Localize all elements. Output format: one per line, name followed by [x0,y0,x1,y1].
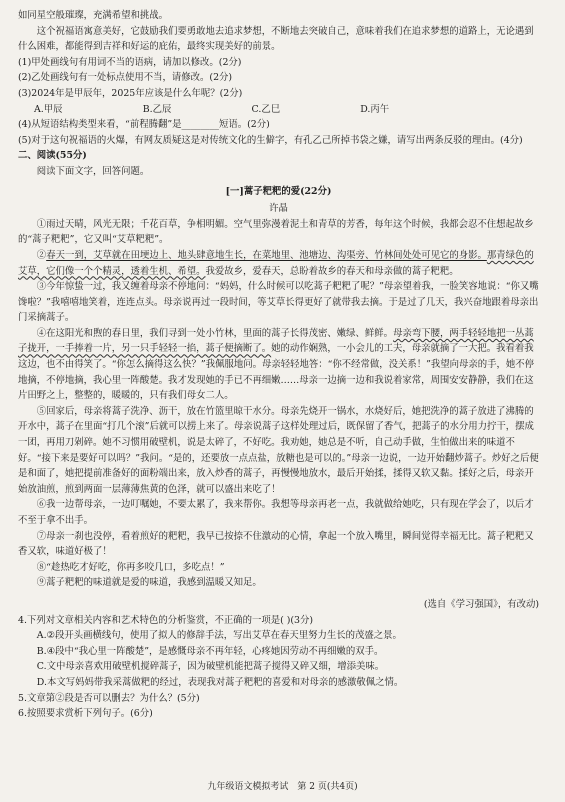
wavy-underlined-sentence-3: 母亲弯下腰，两手轻轻地把一丛蒿子拢开，一手捧着一片，另一只手轻轻一掐，蒿子便摘断了。 [18,327,534,355]
intro-line: 如同星空般璀璨，充满希望和挑战。 [18,10,169,21]
paragraph-5: ⑤回家后，母亲将蒿子洗净、沥干，放在竹篮里晾干水分。母亲先烧开一锅水，水烧好后，她把洗净的蒿子放进了沸腾的开水中，蒿子在里面“打几个滚”后就可以捞上来了。母亲说蒿子这样处理过后，既保留了香气，把蒿子的水分用力拧干，摆成一团，再用刀剁碎。她不习惯用破壁机，说是太碎了，不好吃。我劝她，她总是不听，自己动手做，生怕做出来的味道不好。“接下来是要好可以吗？”我问。“是的，还要放一点点盐，放糖也是可以的。”母亲一边说，一边开始翻炒蒿子。炒好之后便是和面了，她把提前准备好的面粉端出来，放入炒香的蒿子，再慢慢地放水，最后开始揉，揉得又软又黏。揉好之后，母亲开始放油煎，煎到两面一层薄薄焦黄的色泽，就可以盛出来吃了！ [18,405,539,495]
article-author: 许晶 [269,203,288,215]
article-title: [一]蒿子粑粑的爱(22分) [225,185,332,197]
short-answer-question-5: 5.文章第②段是否可以删去？为什么？(5分) [18,692,200,704]
question-1: (1)甲处画线句有用词不当的语病，请加以修改。(2分) [18,56,242,68]
question-2: (2)乙处画线句有一处标点使用不当，请修改。(2分) [18,72,233,84]
short-answer-question-6: 6.按照要求赏析下列句子。(6分) [18,708,153,720]
question-3: (3)2024年是甲辰年，2025年应该是什么年呢？(2分) [18,87,243,99]
question-5: (5)对于这句祝福语的火爆，有网友质疑这是对传统文化的生僻字，有孔乙己所掉书袋之嫌，请写出两条反驳的理由。(4分) [18,134,523,146]
mc-option-c: C.文中母亲喜欢用破壁机搅碎蒿子，因为破壁机能把蒿子搅得又碎又细，增添美味。 [36,661,385,673]
paragraph-6: ⑥我一边帮母亲，一边叮嘱她，不要太累了，我来帮你。我想等母亲再老一点，我就做给她吃，只有现在学会了，以后才不至于拿不出手。 [18,499,534,526]
wavy-underlined-sentence-2: 它们像一个个精灵，透着生机、希望。 [46,265,206,277]
blessing-paragraph: 这个祝福语寓意美好，它鼓励我们要勇敢地去追求梦想，不断地去突破自己，意味着我们在追求梦想的道路上，无论遇到什么困难，都能得到吉祥和好运的庇佑，最终实现美好的前景。 [18,25,534,53]
mc-option-a: A.②段开头画横线句，使用了拟人的修辞手法，写出艾草在春天里努力生长的茂盛之景。 [36,630,402,642]
reading-instruction: 阅读下面文字，回答问题。 [36,165,150,177]
option-b: B.乙辰 [142,103,172,115]
paragraph-2: ②春天一到，艾草就在田埂边上、地头肆意地生长，在菜地里、池塘边、沟渠旁、竹林间处处可见它的身影。那青绿色的艾草，它们像一个个精灵，透着生机、希望。我爱故乡，爱春天，总盼着故乡的春天和母亲做的蒿子粑粑。 [18,249,534,277]
option-d: D.丙午 [360,103,390,115]
underlined-sentence: 春天一到，艾草就在田埂边上、地头肆意地生长，在菜地里、池塘边、沟渠旁、竹林间处处可见它的身影。 [46,249,487,261]
mc-option-d: D.本文写妈妈带我采蒿做粑的经过，表现我对蒿子粑粑的喜爱和对母亲的感激敬佩之情。 [36,676,404,688]
option-c: C.乙巳 [251,103,281,115]
paragraph-9: ⑨蒿子粑粑的味道就是爱的味道，我感到温暖又知足。 [36,577,262,589]
paragraph-7: ⑦母亲一刹也没停，看着煎好的粑粑，我早已按捺不住激动的心情，拿起一个放入嘴里，瞬间觉得幸福无比。蒿子粑粑又香又软，味道好极了！ [18,530,534,558]
paragraph-1: ①雨过天晴，风光无限；千花百草，争相明媚。空气里弥漫着泥土和青草的芳香，每年这个时候，我都会忍不住想起故乡的“蒿子粑粑”，它又叫“艾草粑粑”。 [18,218,534,246]
mc-option-b: B.④段中“我心里一阵酸楚”，是感慨母亲不再年轻，心疼她因劳动不再细嫩的双手。 [36,645,384,657]
paragraph-8: ⑧“趁热吃才好吃，你再多咬几口，多吃点！” [36,561,225,573]
question-4: (4)从短语结构类型来看，“前程腾翻”是________短语。(2分) [18,119,270,131]
paragraph-3: ③今年惊蛰一过，我又缠着母亲不停地问：“妈妈，什么时候可以吃蒿子粑粑了呢？”母亲望着我，一脸笑容地说：“你又嘴馋啦？”我嘻嘻地笑着，连连点头。母亲说再过一段时间，等艾草长得更好了就带我去摘。于是过了几天，我兴奋地跟着母亲出门采摘蒿子。 [18,281,539,324]
page-footer: 九年级语文模拟考试 第 2 页(共4页) [207,782,358,793]
article-source: (选自《学习强国》，有改动) [423,598,539,610]
mc-question: 4.下列对文章相关内容和艺术特色的分析鉴赏，不正确的一项是( )(3分) [18,614,314,626]
paragraph-4: ④在这阳光和煦的春日里，我们寻到一处小竹林，里面的蒿子长得茂密、嫩绿、鲜鲜。母亲弯下腰，两手轻轻地把一丛蒿子拢开，一手捧着一片，另一只手轻轻一掐，蒿子便摘断了。她的动作娴熟，一小会儿的工夫，母亲就摘了一大把。我看着我这边，也不由得笑了。“你怎么摘得这么快？”我佩服地问。母亲轻轻地答：“你不经常做，没关系！”我望向母亲的手，她不停地摘，不停地摘，我心里一阵酸楚。我才发现她的手已不再细嫩……母亲一边摘一边和我说着家常，周围安安静静，我们在这片田野之上，整整的，暖暖的，只有我们母女二人。 [18,327,535,402]
option-a: A.甲辰 [34,103,63,115]
question-3-options [18,102,539,118]
section-heading: 二、阅读(55分) [18,150,87,162]
wavy-underlined-sentence: 那青绿色的艾草， [18,249,534,277]
